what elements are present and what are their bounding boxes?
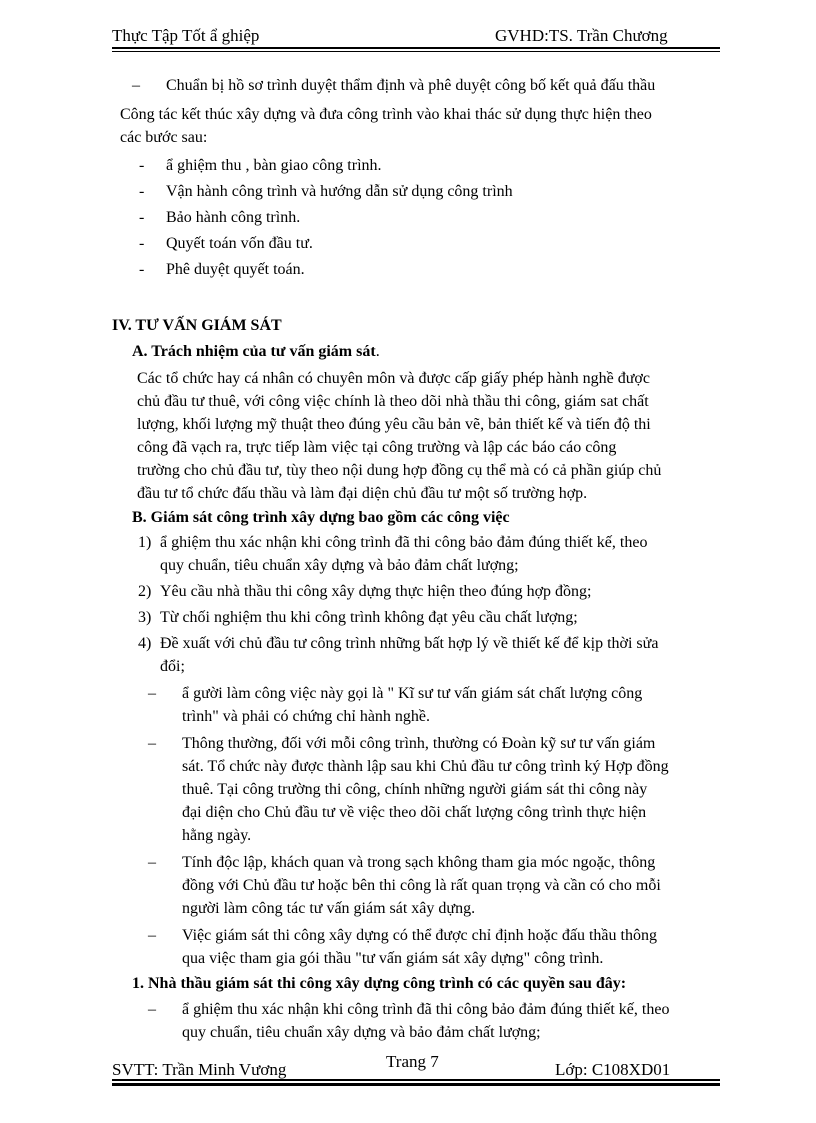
dash-item-line: – Thông thường, đối với mỗi công trình, thường có Đoàn kỹ sư tư vấn giám bbox=[182, 732, 655, 755]
subsection-1-title: 1. Nhà thầu giám sát thi công xây dựng công trình có các quyền sau đây: bbox=[132, 975, 627, 992]
subsection-a-title: A. Trách nhiệm của tư vấn giám sát. bbox=[132, 343, 380, 360]
completion-para-line: các bước sau: bbox=[120, 129, 208, 146]
subsection-b-title: B. Giám sát công trình xây dựng bao gồm các công việc bbox=[132, 509, 510, 526]
list-item-line: ẩ ghiệm thu xác nhận khi công trình đã thi công bảo đảm đúng thiết kế, theo bbox=[160, 534, 648, 551]
header-rule-thin bbox=[112, 51, 720, 52]
subsection-a-para-line: lượng, khối lượng mỹ thuật theo đúng yêu cầu bản vẽ, bản thiết kế và tiến độ thi bbox=[137, 416, 651, 433]
list-number: 1) bbox=[138, 534, 152, 551]
list-item-line: Yêu cầu nhà thầu thi công xây dựng thực hiện theo đúng hợp đồng; bbox=[160, 583, 592, 600]
dash-item-line: thuê. Tại công trường thi công, chính những người giám sát thi công này bbox=[182, 781, 648, 798]
list-number: 2) bbox=[138, 583, 152, 600]
header-rule bbox=[112, 47, 720, 49]
dash-item-line: quy chuẩn, tiêu chuẩn xây dựng và bảo đảm chất lượng; bbox=[182, 1024, 541, 1041]
subsection-a-para-line: trường cho chủ đầu tư, tùy theo nội dung hợp đồng cụ thể mà có cả phần giúp chủ bbox=[137, 462, 662, 479]
header-left: Thực Tập Tốt ẩ ghiệp bbox=[112, 26, 260, 45]
section-title: IV. TƯ VẤN GIÁM SÁT bbox=[112, 317, 282, 334]
completion-step: - Quyết toán vốn đầu tư. bbox=[166, 232, 313, 255]
dash-item-line: – Tính độc lập, khách quan và trong sạch không tham gia móc ngoặc, thông bbox=[182, 851, 655, 874]
dash-item-line: đại diện cho Chủ đầu tư về việc theo dõi chất lượng công trình thực hiện bbox=[182, 804, 647, 821]
dash-item-line: hằng ngày. bbox=[182, 827, 252, 844]
subsection-a-para-line: công đã vạch ra, trực tiếp làm việc tại công trường và lập các báo cáo công bbox=[137, 439, 617, 456]
list-number: 3) bbox=[138, 609, 152, 626]
completion-step: - Phê duyệt quyết toán. bbox=[166, 258, 305, 281]
dash-item-line: đồng với Chủ đầu tư hoặc bên thi công là rất quan trọng và cần có cho mỗi bbox=[182, 877, 661, 894]
dash-item-line: – ẩ gười làm công việc này gọi là " Kĩ sư tư vấn giám sát chất lượng công bbox=[182, 682, 642, 705]
list-number: 4) bbox=[138, 635, 152, 652]
dash-item-line: trình" và phải có chứng chỉ hành nghề. bbox=[182, 708, 431, 725]
list-item-line: đổi; bbox=[160, 658, 185, 675]
completion-step: - Vận hành công trình và hướng dẫn sử dụng công trình bbox=[166, 180, 513, 203]
list-item-line: quy chuẩn, tiêu chuẩn xây dựng và bảo đảm chất lượng; bbox=[160, 557, 519, 574]
page-number: Trang 7 bbox=[386, 1052, 439, 1071]
header-right: GVHD:TS. Trần Chương bbox=[495, 26, 668, 45]
footer-rule bbox=[112, 1079, 720, 1081]
list-item-line: Đề xuất với chủ đầu tư công trình những bất hợp lý về thiết kế để kịp thời sửa bbox=[160, 635, 659, 652]
completion-step: - ẩ ghiệm thu , bàn giao công trình. bbox=[166, 154, 382, 177]
dash-item-line: qua việc tham gia gói thầu "tư vấn giám sát xây dựng" công trình. bbox=[182, 950, 604, 967]
completion-para-line: Công tác kết thúc xây dựng và đưa công trình vào khai thác sử dụng thực hiện theo bbox=[120, 106, 652, 123]
dash-item-line: – Việc giám sát thi công xây dựng có thể được chỉ định hoặc đấu thầu thông bbox=[182, 924, 657, 947]
subsection-a-para-line: Các tổ chức hay cá nhân có chuyên môn và được cấp giấy phép hành nghề được bbox=[137, 370, 650, 387]
dash-item-line: sát. Tổ chức này được thành lập sau khi Chủ đầu tư công trình ký Hợp đồng bbox=[182, 758, 669, 775]
footer-rule-thick bbox=[112, 1083, 720, 1086]
completion-step: - Bảo hành công trình. bbox=[166, 206, 300, 229]
dash-item-line: – ẩ ghiệm thu xác nhận khi công trình đã thi công bảo đảm đúng thiết kế, theo bbox=[182, 998, 669, 1021]
intro-dash-item: – Chuẩn bị hồ sơ trình duyệt thẩm định và phê duyệt công bố kết quả đấu thầu bbox=[166, 74, 655, 97]
footer-left: SVTT: Trần Minh Vương bbox=[112, 1060, 287, 1079]
subsection-a-para-line: đầu tư tổ chức đấu thầu và làm đại diện chủ đầu tư một số trường hợp. bbox=[137, 485, 588, 502]
footer-right: Lớp: C108XD01 bbox=[555, 1060, 671, 1079]
subsection-a-para-line: chủ đầu tư thuê, với công việc chính là theo dõi nhà thầu thi công, giám sat chất bbox=[137, 393, 649, 410]
dash-item-line: người làm công tác tư vấn giám sát xây dựng. bbox=[182, 900, 476, 917]
list-item-line: Từ chối nghiệm thu khi công trình không đạt yêu cầu chất lượng; bbox=[160, 609, 578, 626]
